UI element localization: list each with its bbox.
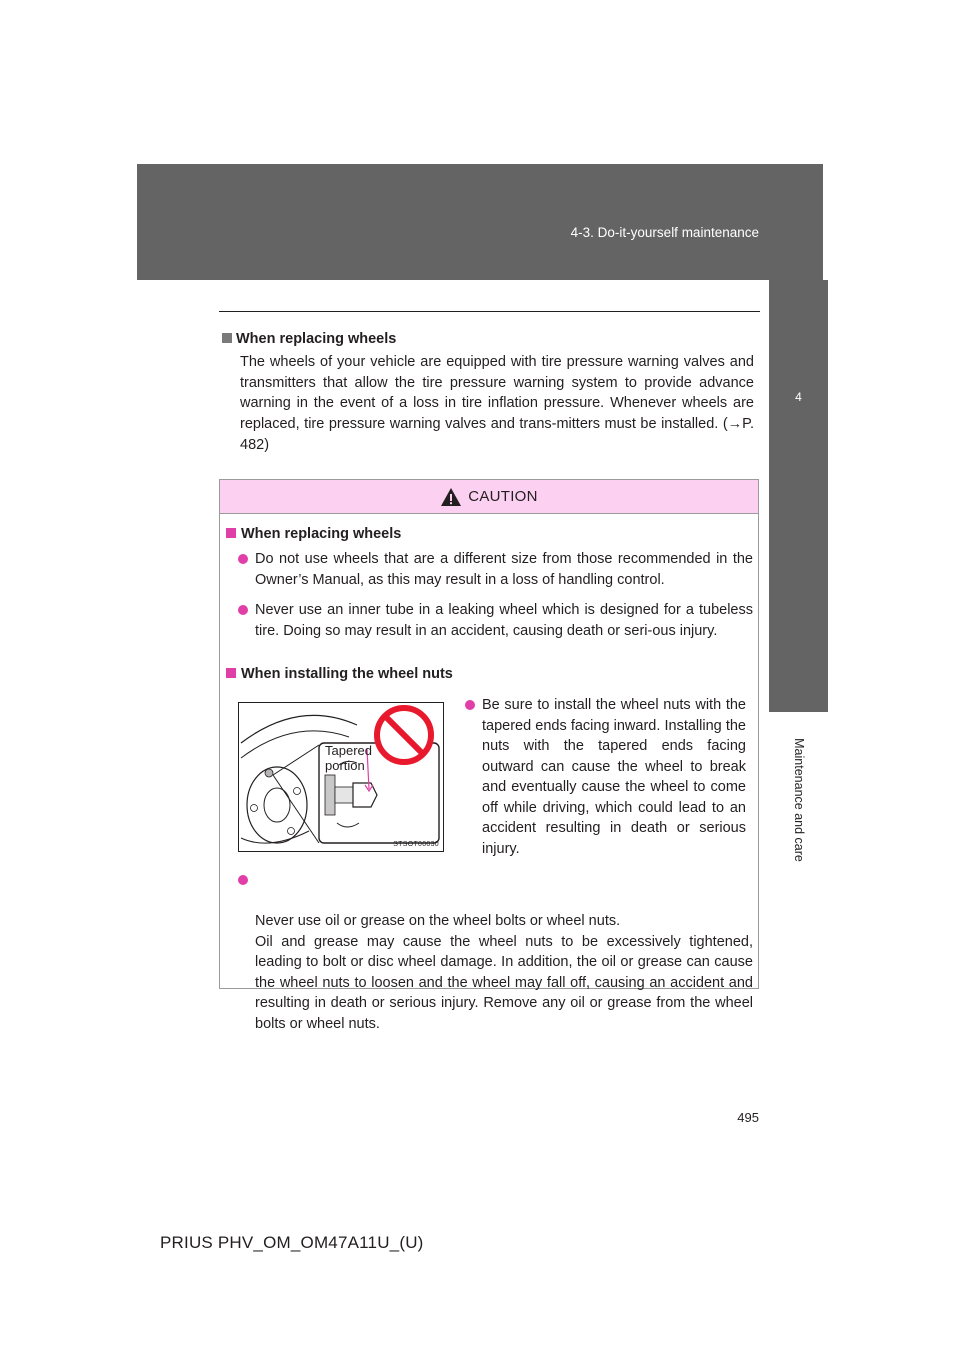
figure-label-line2: portion xyxy=(325,758,365,773)
caution-bullet-text: Do not use wheels that are a different size from those recommended in the Owner’s Manual, as this may result in a loss of handling control. xyxy=(255,551,753,588)
square-bullet-icon xyxy=(226,528,236,538)
prohibited-sign-icon xyxy=(377,708,431,762)
caution-box xyxy=(219,479,759,1032)
bullet-dot-icon xyxy=(238,554,248,564)
caution-heading-text: When replacing wheels xyxy=(241,526,402,542)
footer-model-code: PRIUS PHV_OM_OM47A11U_(U) xyxy=(160,1233,424,1252)
caution-bullet xyxy=(255,870,753,1034)
figure-code: STSOT00030 xyxy=(393,841,439,848)
caution-heading-text: When installing the wheel nuts xyxy=(241,666,453,682)
caution-header xyxy=(220,480,758,514)
caution-heading-nuts xyxy=(226,664,453,684)
header-band xyxy=(137,164,823,280)
caution-heading-wheels xyxy=(226,524,401,544)
caution-bullet-text: Never use oil or grease on the wheel bolts or wheel nuts. Oil and grease may cause the wheel nuts to be excessively tightened, leading to bolt or disc wheel damage. In addition, the oil or grease can cause the wheel nuts to loosen and the wheel may fall off, causing an accident and resulting in death or serious injury. Remove any oil or grease from the wheel bolts or wheel nuts. xyxy=(255,913,753,1032)
wheel-nut-diagram xyxy=(239,703,443,851)
warning-triangle-icon xyxy=(440,487,462,507)
caution-title: CAUTION xyxy=(468,488,538,505)
caution-bullet xyxy=(255,600,753,641)
figure-label xyxy=(325,743,372,773)
bullet-dot-icon xyxy=(238,605,248,615)
caution-bullet-text: Never use an inner tube in a leaking wheel which is designed for a tubeless tire. Doing so may result in an accident, causing death or seri-ous injury. xyxy=(255,602,753,639)
bullet-dot-icon xyxy=(238,875,248,885)
page-number: 495 xyxy=(737,1110,759,1125)
square-bullet-icon xyxy=(226,668,236,678)
chapter-label-tab xyxy=(769,715,828,885)
chapter-number: 4 xyxy=(795,390,802,404)
bullet-dot-icon xyxy=(465,700,475,710)
caution-body xyxy=(220,514,758,1032)
section-replacing-wheels xyxy=(222,329,754,456)
chapter-tab xyxy=(769,280,828,712)
chapter-label: Maintenance and care xyxy=(791,738,806,862)
square-bullet-icon xyxy=(222,333,232,343)
section-heading xyxy=(222,329,754,349)
section-title: 4-3. Do-it-yourself maintenance xyxy=(570,225,759,240)
section-body: The wheels of your vehicle are equipped with tire pressure warning valves and transmitters that allow the tire pressure warning system to provide advance warning in the event of a loss in tire inflation pressure. Whenever wheels are replaced, tire pressure warning valves and trans-mitters must be installed. (→P. 482) xyxy=(240,354,754,453)
figure-label-line1: Tapered xyxy=(325,743,372,758)
caution-bullet xyxy=(482,695,746,859)
section-heading-text: When replacing wheels xyxy=(236,331,397,347)
top-rule xyxy=(219,311,760,312)
caution-bullet xyxy=(255,549,753,590)
caution-bullet-text: Be sure to install the wheel nuts with the tapered ends facing inward. Installing the nuts with the tapered ends facing outward can cause the wheel to break and eventually cause the wheel to come off while driving, which could lead to an accident resulting in death or serious injury. xyxy=(482,697,746,857)
wheel-nut-illustration xyxy=(238,702,444,852)
